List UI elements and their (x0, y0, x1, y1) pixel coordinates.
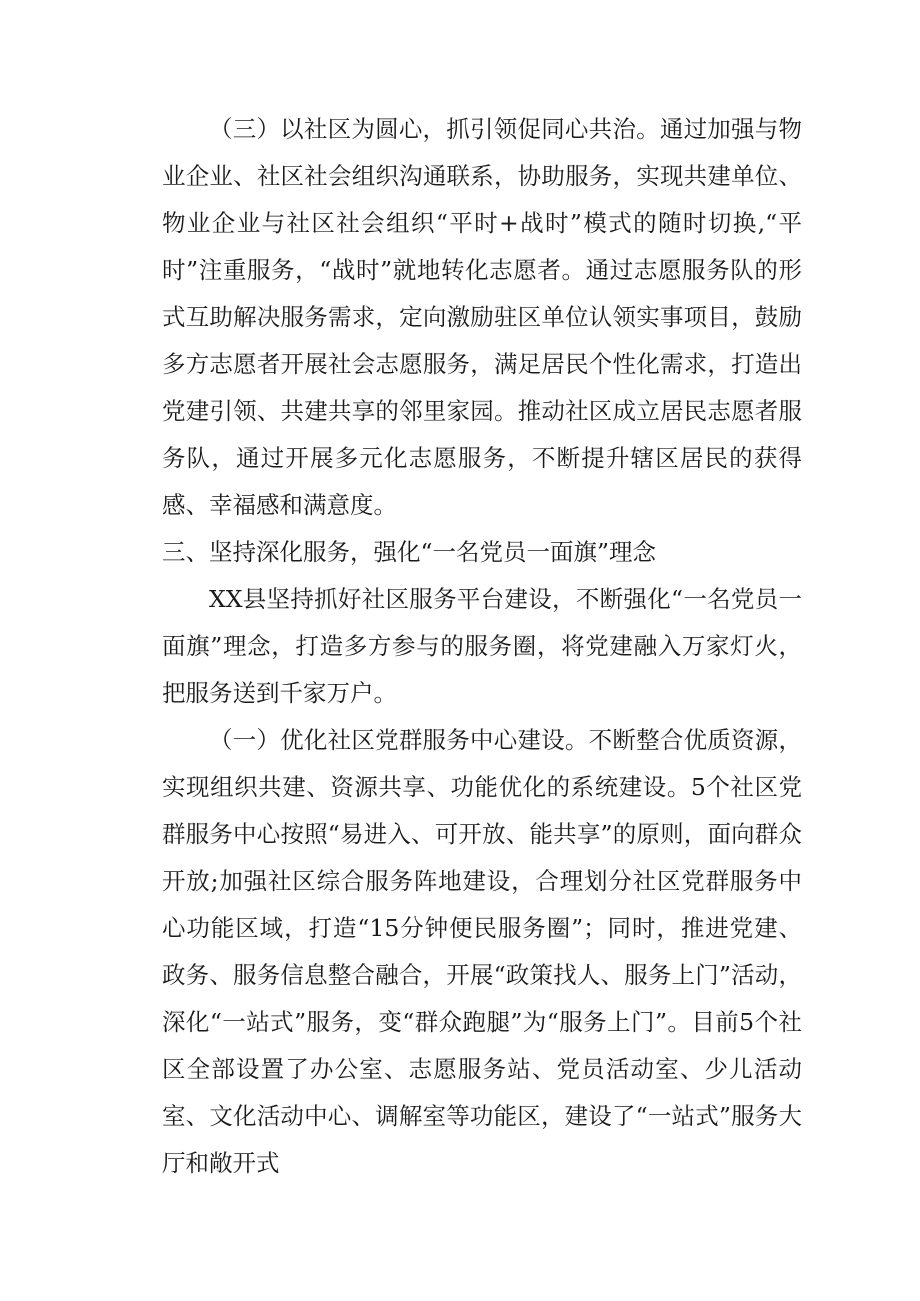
document-body (162, 106, 802, 1187)
paragraph-community-center: （三）以社区为圆心，抓引领促同心共治。通过加强与物业企业、社区社会组织沟通联系，协助服务，实现共建单位、物业企业与社区社会组织“平时+战时”模式的随时切换,“平时”注重服务，“战时”就地转化志愿者。通过志愿服务队的形式互助解决服务需求，定向激励驻区单位认领实事项目，鼓励多方志愿者开展社会志愿服务，满足居民个性化需求，打造出党建引领、共建共享的邻里家园。推动社区成立居民志愿者服务队，通过开展多元化志愿服务，不断提升辖区居民的获得感、幸福感和满意度。 (162, 115, 802, 519)
paragraph-section-intro: XX县坚持抓好社区服务平台建设，不断强化“一名党员一面旗”理念，打造多方参与的服务圈，将党建融入万家灯火，把服务送到千家万户。 (162, 585, 802, 707)
paragraph-service-center: （一）优化社区党群服务中心建设。不断整合优质资源，实现组织共建、资源共享、功能优化的系统建设。5个社区党群服务中心按照“易进入、可开放、能共享”的原则，面向群众开放;加强社区综合服务阵地建设，合理划分社区党群服务中心功能区域，打造“15分钟便民服务圈”；同时，推进党建、政务、服务信息整合融合，开展“政策找人、服务上门”活动，深化“一站式”服务，变“群众跑腿”为“服务上门”。目前5个社区全部设置了办公室、志愿服务站、党员活动室、少儿活动室、文化活动中心、调解室等功能区，建设了“一站式”服务大厅和敞开式 (162, 726, 802, 1177)
section-heading-three: 三、坚持深化服务，强化“一名党员一面旗”理念 (162, 538, 657, 566)
